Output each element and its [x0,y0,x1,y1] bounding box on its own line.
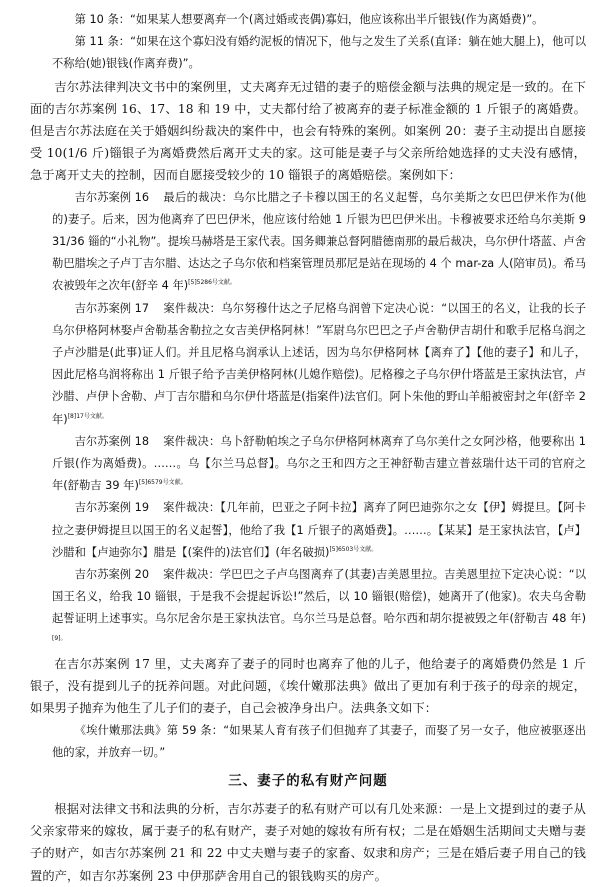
case-item [30,187,586,298]
case-reference: [8]17号文献。 [67,412,108,420]
case-text: 案件裁决：乌尔努穆什达之子尼格乌润曾下定决心说：“以国王的名义，让我的长子乌尔伊格阿林娶卢舍勒基舍勒拉之女吉美伊格阿林！”军尉乌尔巴巴之子卢舍勒伊吉胡什和歌手尼格乌润之子卢沙腊是(此事)证人们。并且尼格乌润承认上述话，因为乌尔伊格阿林【离弃了】【他的妻子】和儿子，因此尼格乌润将称出 1 斤银子给予吉美伊格阿林(儿媳作赔偿)。尼格穆之子乌尔伊什塔蓝是王家执法官，卢沙腊、卢伊卜舍勒、卢丁吉尔腊和乌尔伊什塔蓝是(指案件)法官们。阿卜朱他的野山羊船被密封之年(舒辛 2 年) [52,301,586,426]
law-clause-10: 第 10 条：“如果某人想要离弃一个(离过婚或丧偶)寡妇，他应该称出半斤银钱(作为离婚费)”。 [74,13,544,26]
law-clause-11: 第 11 条：“如果在这个寡妇没有婚约泥板的情况下，他与之发生了关系(直译：躺在她大腿上)，他可以不称给(她)银钱(作离弃费)”。 [52,35,586,71]
case-reference: [5]6579号文献。 [138,479,187,487]
document-page [30,9,586,887]
case-label: 吉尔苏案例 16 [74,190,150,204]
case-reference: [9]。 [52,634,67,642]
body-paragraph-3: 根据对法律文书和法典的分析，吉尔苏妻子的私有财产可以有几处来源：一是上文提到过的妻子从父亲家带来的嫁妆，属于妻子的私有财产，妻子对她的嫁妆有所有权；二是在婚姻生活期间丈夫赠与妻子的财产，如吉尔苏案例 21 和 22 中丈夫赠与妻子的家畜、奴隶和房产；三是在婚后妻子用自己的钱置的产，如吉尔苏案例 23 中伊那萨舍用自己的银钱购买的房产。 [30,801,586,883]
case-label: 吉尔苏案例 20 [74,568,150,582]
section-heading: 三、妻子的私有财产问题 [228,772,388,789]
case-label: 吉尔苏案例 19 [74,501,150,515]
case-text: 案件裁决：乌卜舒勒帕埃之子乌尔伊格阿林离弃了乌尔美什之女阿沙格，他要称出 1 斤银(作为离婚费)。……。乌【尔兰马总督】。乌尔之王和四方之王神舒勒吉建立普兹瑞什达干司的官府之年(舒勒吉 39 年) [52,434,586,493]
case-item [30,431,586,498]
case-item [30,564,586,653]
case-text: 案件裁决：学巴巴之子卢乌图离弃了(其妻)吉美恩里拉。吉美恩里拉下定决心说：“以国王名义，给我 10 锱银，于是我不会提起诉讼!”然后，以 10 锱银(赔偿)，她离开了(他家)。农夫乌舍勒起誓证明上述事实。乌尔尼舍尔是王家执法官。乌尔兰马是总督。哈尔西和胡尔提被毁之年(舒勒吉 48 年) [52,568,586,626]
case-text: 案件裁决：【几年前，巴亚之子阿卡拉】离弃了阿巴迪弥尔之女【伊】姆提旦。【阿卡拉之妻伊姆提旦以国王的名义起誓】，他给了我【1 斤银子的离婚费】。……。【某某】是王家执法官，【卢】沙腊和【卢迪弥尔】腊是【(案件的)法官们】(年名破损) [52,501,586,559]
case-label: 吉尔苏案例 18 [74,434,150,448]
body-paragraph-1: 吉尔苏法律判决文书中的案例里，丈夫离弃无过错的妻子的赔偿金额与法典的规定是一致的。在下面的吉尔苏案例 16、17、18 和 19 中，丈夫都付给了被离弃的妻子标准金额的 1 斤银子的离婚费。但是吉尔苏法庭在关于婚姻纠纷裁决的案件中，也会有特殊的案例。如案例 20：妻子主动提出自愿接受 10(1/6 斤)锱银子为离婚费然后离开丈夫的家。这可能是妻子与父亲所给她选择的丈夫没有感情，急于离开丈夫的控制，因而自愿接受较少的 10 锱银子的离婚赔偿。案例如下： [30,79,586,183]
case-item [30,298,586,431]
case-label: 吉尔苏案例 17 [74,301,150,315]
body-paragraph-2: 在吉尔苏案例 17 里，丈夫离弃了妻子的同时也离弃了他的儿子，他给妻子的离婚费仍然是 1 斤银子，没有提到儿子的抚养问题。对此问题，《埃什嫩那法典》做出了更加有利于孩子的母亲的规定，如果男子抛弃为他生了儿子们的妻子，自己会被净身出户。法典条文如下： [30,656,586,716]
case-list [30,187,586,653]
case-reference: [5]5286号文献。 [188,279,236,287]
case-item [30,497,586,564]
law-clause-59: 《埃什嫩那法典》第 59 条：“如果某人育有孩子们但抛弃了其妻子，而娶了另一女子，他应被驱逐出他的家，并放弃一切。” [52,723,586,759]
case-reference: [5]6503号文献。 [329,546,378,554]
case-text: 最后的裁决：乌尔比腊之子卡穆以国王的名义起誓，乌尔美斯之女巴巴伊米作为(他的)妻子。后来，因为他离弃了巴巴伊米，他应该付给她 1 斤银为巴巴伊米出。卡穆被要求还给乌尔美斯 9 31/36 锱的“小礼物”。提埃马赫塔是王家代表。国务卿兼总督阿腊德南那的最后裁决，乌尔伊什塔蓝、卢舍勒巴腊埃之子卢丁吉尔腊、达达之子乌尔依和档案管理员那尼是站在现场的 4 个 mar-za 人(陪审员)。希马农被毁年之次年(舒辛 4 年) [52,190,586,293]
